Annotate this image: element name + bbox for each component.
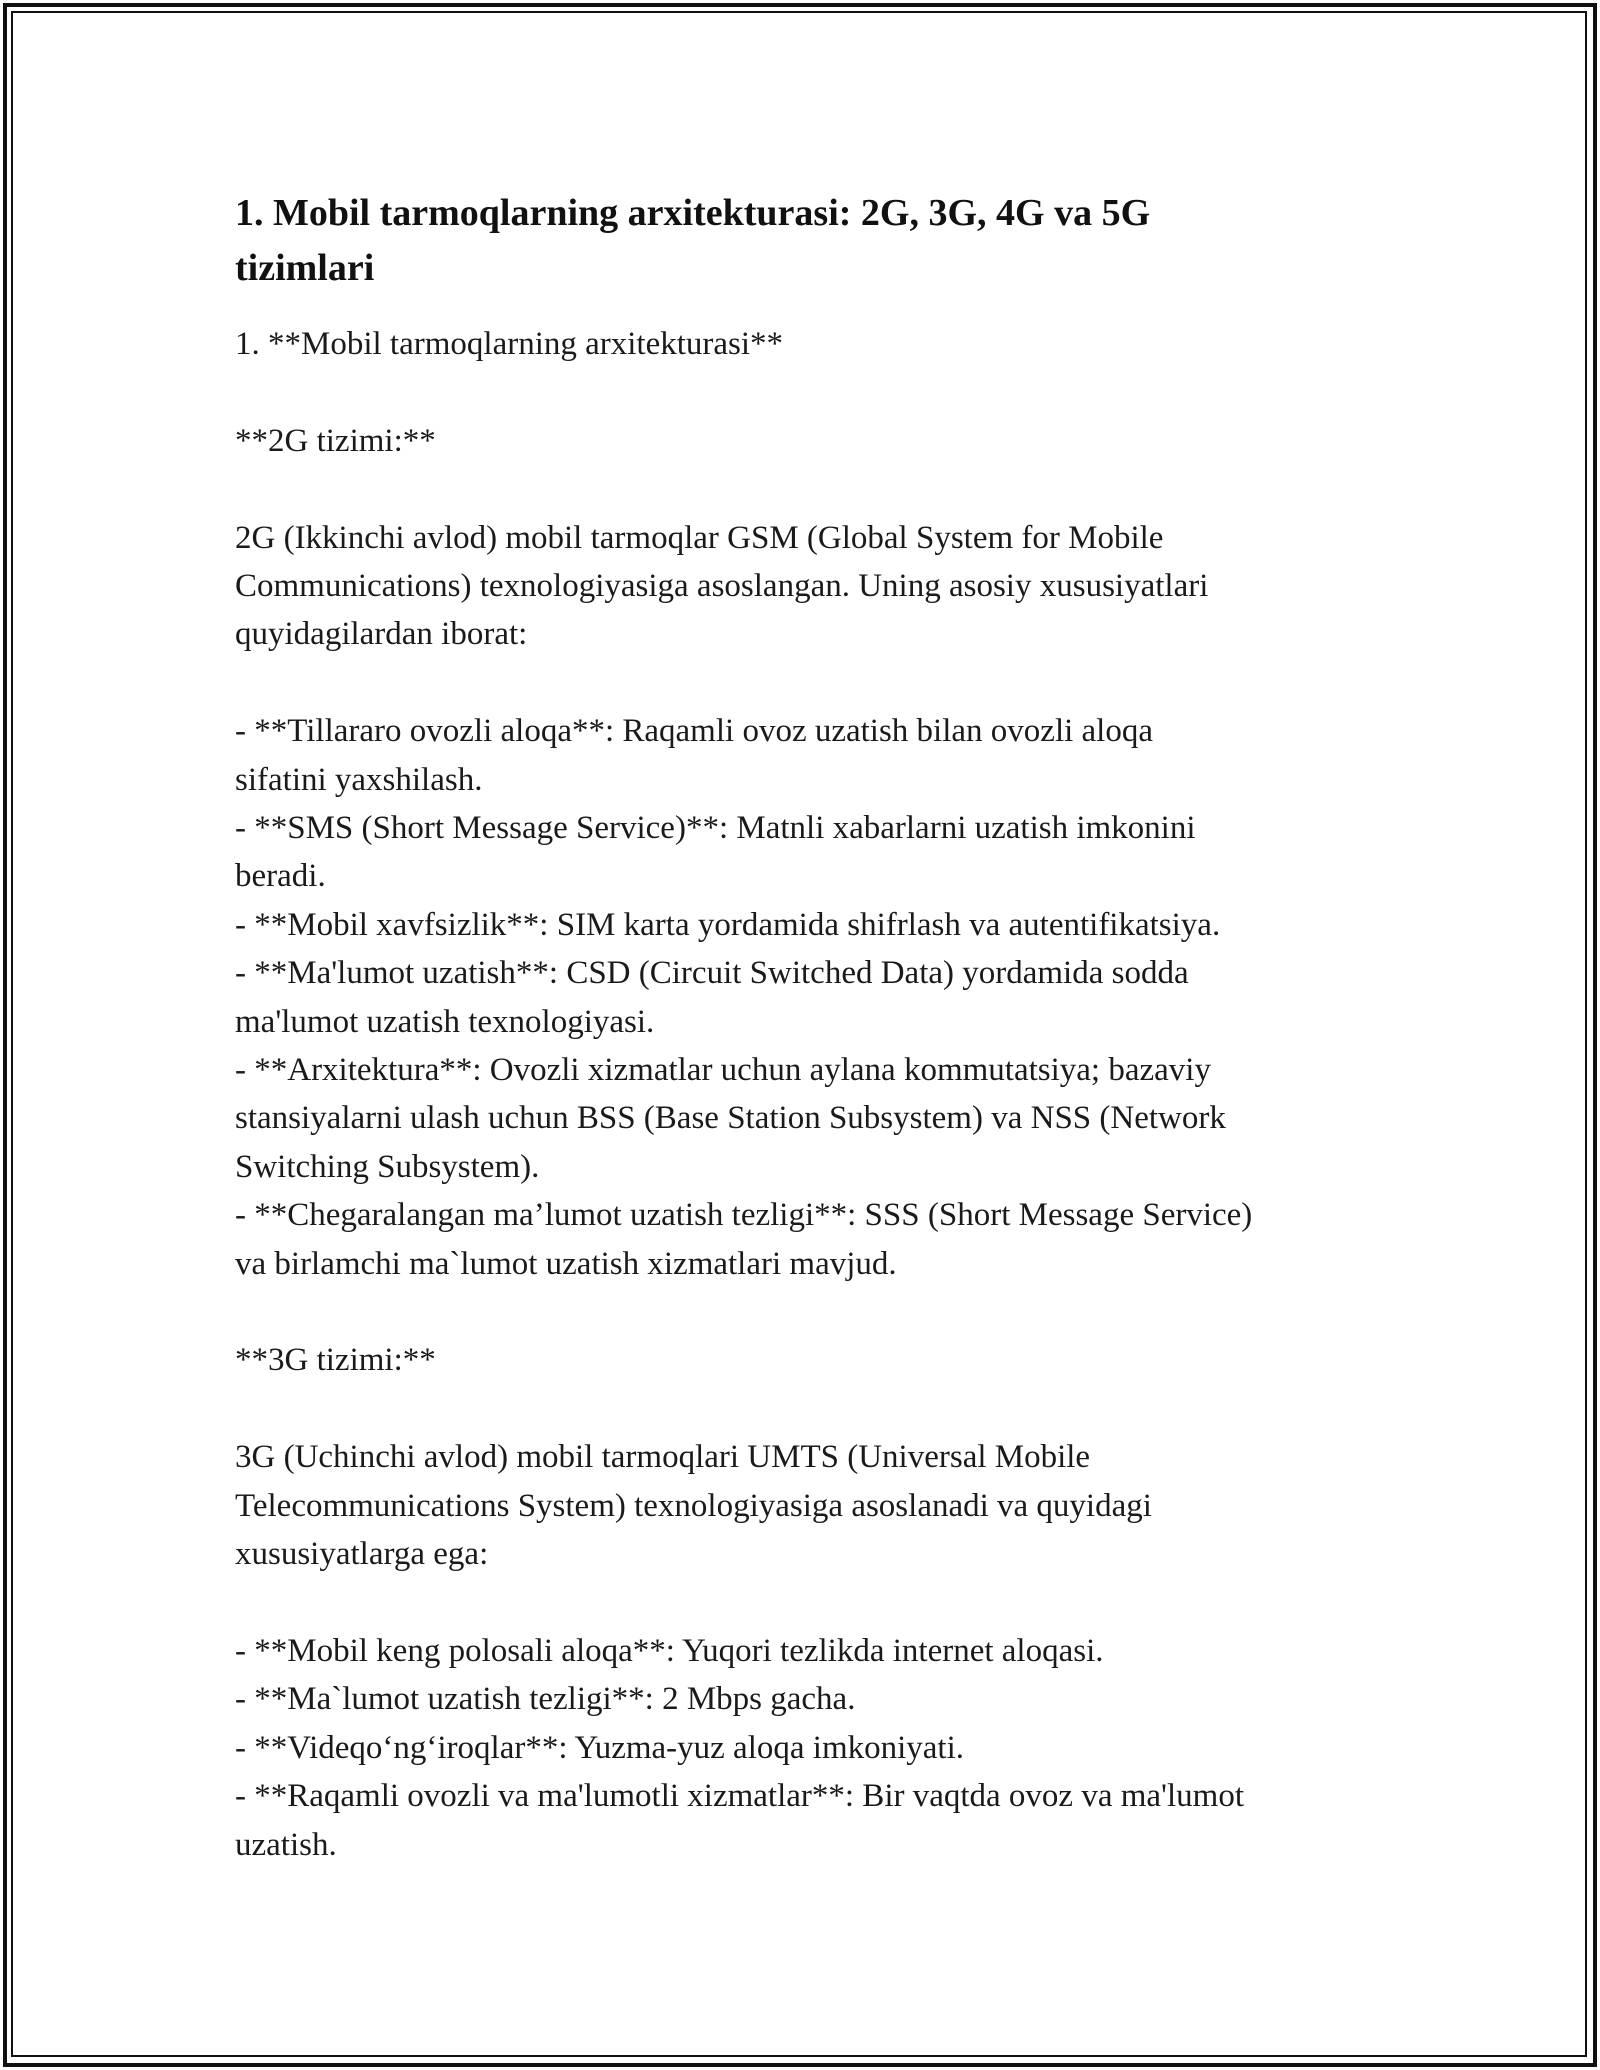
paragraph-3g-intro: [235, 1433, 1385, 1578]
section-heading: 1. **Mobil tarmoqlarning arxitekturasi**: [235, 326, 784, 362]
document-page: [235, 186, 1385, 1869]
document-title: [235, 186, 1285, 296]
text-line: Communications) texnologiyasiga asoslangan. Uning asosiy xususiyatlari: [235, 568, 1209, 604]
text-line: stansiyalarni ulash uchun BSS (Base Station Subsystem) va NSS (Network: [235, 1100, 1226, 1137]
list-item: [235, 1191, 1385, 1288]
list-2g-features: [235, 707, 1385, 1288]
list-item: [235, 1675, 1385, 1723]
text-line: - **Ma`lumot uzatish tezligi**: 2 Mbps gacha.: [235, 1681, 856, 1718]
text-line: beradi.: [235, 858, 326, 895]
text-line: quyidagilardan iborat:: [235, 616, 528, 653]
text-line: 3G (Uchinchi avlod) mobil tarmoqlari UMTS (Universal Mobile: [235, 1439, 1091, 1476]
list-item: [235, 949, 1385, 1046]
list-item: [235, 1724, 1385, 1772]
document-body: [235, 320, 1385, 1869]
list-item: [235, 1772, 1385, 1869]
blank-line: [235, 1385, 1385, 1433]
text-line: va birlamchi ma`lumot uzatish xizmatlari mavjud.: [235, 1245, 897, 1282]
list-item: [235, 804, 1385, 901]
text-line: ma'lumot uzatish texnologiyasi.: [235, 1003, 655, 1040]
text-line: - **SMS (Short Message Service)**: Matnli xabarlarni uzatish imkonini: [235, 810, 1196, 847]
paragraph-2g-intro: [235, 514, 1385, 659]
text-line: Telecommunications System) texnologiyasiga asoslanadi va quyidagi: [235, 1487, 1152, 1524]
text-line: - **Mobil keng polosali aloqa**: Yuqori tezlikda internet aloqasi.: [235, 1632, 1104, 1669]
text-line: sifatini yaxshilash.: [235, 761, 483, 798]
text-line: - **Chegaralangan ma’lumot uzatish tezligi**: SSS (Short Message Service): [235, 1197, 1253, 1234]
blank-line: [235, 465, 1385, 513]
text-line: xususiyatlarga ega:: [235, 1536, 489, 1573]
text-line: - **Arxitektura**: Ovozli xizmatlar uchun aylana kommutatsiya; bazaviy: [235, 1052, 1211, 1089]
list-item: [235, 1627, 1385, 1675]
blank-line: [235, 1288, 1385, 1336]
text-line: - **Raqamli ovozli va ma'lumotli xizmatlar**: Bir vaqtda ovoz va ma'lumot: [235, 1778, 1244, 1815]
list-item: [235, 901, 1385, 949]
text-line: - **Tillararo ovozli aloqa**: Raqamli ovoz uzatish bilan ovozli aloqa: [235, 713, 1153, 750]
text-line: - **Ma'lumot uzatish**: CSD (Circuit Switched Data) yordamida sodda: [235, 955, 1189, 992]
text-line: uzatish.: [235, 1826, 337, 1863]
title-line: 1. Mobil tarmoqlarning arxitekturasi: 2G, 3G, 4G va 5G: [235, 192, 1151, 234]
list-item: [235, 707, 1385, 804]
subsection-heading-2g: **2G tizimi:**: [235, 422, 436, 459]
subsection-heading-3g: **3G tizimi:**: [235, 1342, 436, 1379]
list-item: [235, 1046, 1385, 1191]
list-3g-features: [235, 1627, 1385, 1869]
title-line: tizimlari: [235, 247, 375, 289]
text-line: 2G (Ikkinchi avlod) mobil tarmoqlar GSM (Global System for Mobile: [235, 519, 1164, 556]
blank-line: [235, 659, 1385, 707]
text-line: Switching Subsystem).: [235, 1148, 540, 1185]
text-line: - **Videqo‘ng‘iroqlar**: Yuzma-yuz aloqa imkoniyati.: [235, 1729, 965, 1766]
text-line: - **Mobil xavfsizlik**: SIM karta yordamida shifrlash va autentifikatsiya.: [235, 906, 1221, 943]
blank-line: [235, 368, 1385, 416]
blank-line: [235, 1578, 1385, 1626]
